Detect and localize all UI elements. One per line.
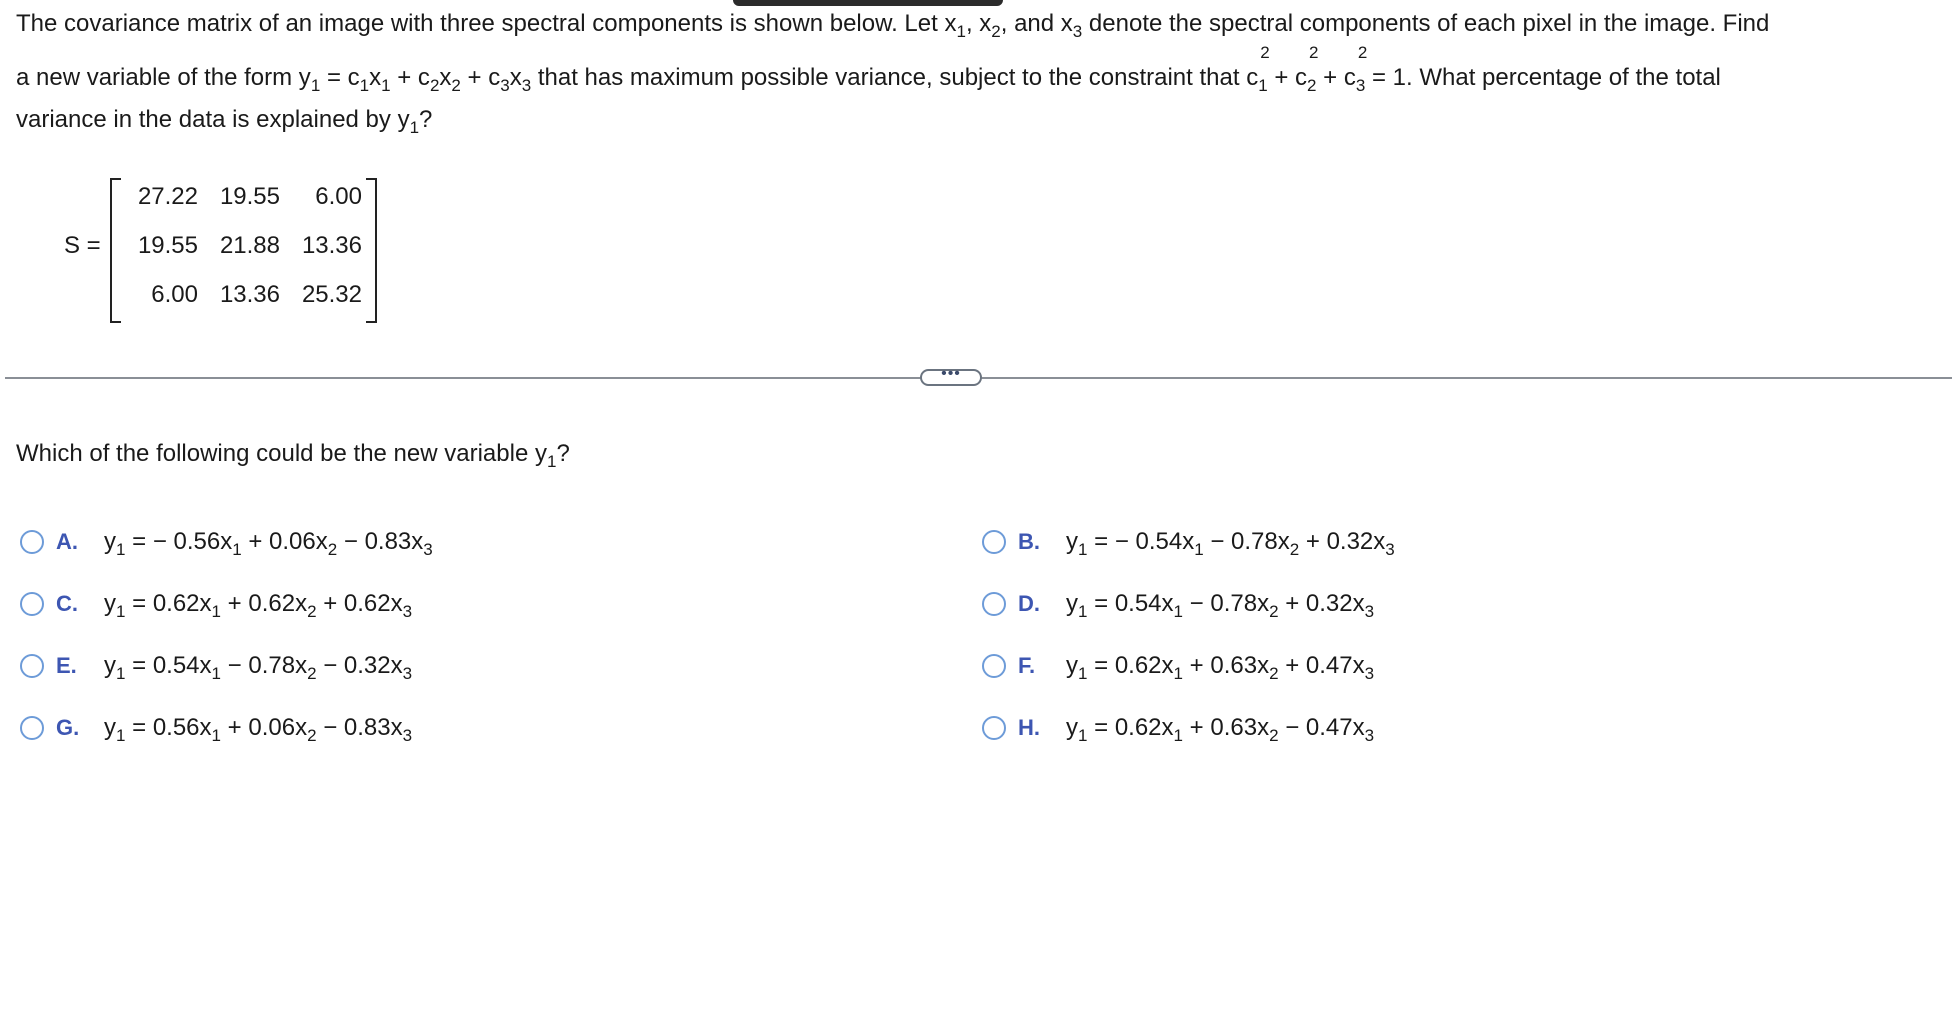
matrix-cell: 6.00 — [315, 183, 362, 210]
c2-sub: 2 — [1307, 76, 1317, 95]
matrix-cell: 13.36 — [301, 232, 362, 259]
q1-sub-1: 1 — [956, 22, 966, 41]
option-letter: B. — [1018, 529, 1040, 554]
matrix-cell: 27.22 — [137, 183, 198, 210]
c1-sup: 2 — [1260, 43, 1270, 62]
option-letter: A. — [56, 529, 78, 554]
c3-sub: 3 — [1355, 76, 1366, 95]
radio-button[interactable] — [982, 654, 1006, 678]
c1-sub: 1 — [1258, 76, 1268, 95]
option-equation: $y_1 = 0.62x_1 + 0.63x_2 + 0.47x_3$ — [1066, 652, 1375, 683]
q2-text-f: + c — [460, 64, 501, 91]
c1-squared — [1258, 43, 1270, 95]
radio-button[interactable] — [982, 592, 1006, 616]
option-letter: G. — [56, 715, 80, 740]
q2-text-j: + c — [1316, 64, 1356, 91]
radio-button[interactable] — [20, 716, 44, 740]
option-equation: $y_1 = 0.56x_1 + 0.06x_2 - 0.83x_3$ — [104, 714, 413, 745]
matrix-cell: 19.55 — [219, 183, 280, 210]
q2-sub-6: 3 — [500, 76, 510, 95]
q1-sub-3: 3 — [1072, 22, 1083, 41]
option-letter: F. — [1018, 653, 1036, 678]
option-equation: $y_1$ = − $0.54x_1 - 0.78x_2 + 0.32x_3$ — [1066, 528, 1395, 559]
prompt-sub: 1 — [546, 452, 557, 471]
q3-text-b: ? — [419, 106, 433, 133]
option-c[interactable] — [20, 587, 412, 621]
q2-text-k: = 1. What percentage of the total — [1365, 64, 1721, 91]
question-line-3 — [16, 106, 433, 137]
matrix-label: S = — [64, 232, 101, 259]
q2-text-h: that has maximum possible variance, subject to the constraint that c — [531, 64, 1259, 91]
option-h[interactable] — [982, 711, 1374, 745]
option-b[interactable] — [982, 525, 1395, 559]
q3-sub-1: 1 — [409, 118, 420, 137]
q2-sub-1: 1 — [310, 76, 321, 95]
radio-button[interactable] — [20, 592, 44, 616]
question-line-1 — [16, 10, 1770, 41]
q1-text-b: , x — [965, 10, 992, 37]
option-g[interactable] — [20, 711, 412, 745]
option-equation: $y_1 = 0.54x_1 - 0.78x_2 + 0.32x_3$ — [1066, 590, 1375, 621]
q2-sub-7: 3 — [521, 76, 532, 95]
option-equation: $y_1 = 0.62x_1 + 0.63x_2 - 0.47x_3$ — [1066, 714, 1375, 745]
prompt-text — [16, 440, 570, 471]
option-a[interactable] — [20, 525, 433, 559]
c2-sup: 2 — [1309, 43, 1319, 62]
c2-squared — [1307, 43, 1319, 95]
matrix-cell: 25.32 — [301, 281, 362, 308]
q2-text-g: x — [509, 64, 522, 91]
top-drag-bar — [733, 0, 1003, 6]
option-letter: H. — [1018, 715, 1040, 740]
option-d[interactable] — [982, 587, 1374, 621]
c3-sup: 2 — [1357, 43, 1368, 62]
prompt-text-b: ? — [556, 440, 570, 467]
q2-sub-3: 1 — [381, 76, 391, 95]
radio-button[interactable] — [20, 654, 44, 678]
q2-text-i: + c — [1267, 64, 1308, 91]
q1-text-d: denote the spectral components of each pixel in the image. Find — [1082, 10, 1770, 37]
c3-squared — [1355, 43, 1368, 95]
option-letter: D. — [1018, 591, 1040, 616]
divider-expand-handle[interactable]: ••• — [920, 369, 982, 386]
option-equation: $y_1$ = − $0.56x_1 + 0.06x_2 - 0.83x_3$ — [104, 528, 433, 559]
q1-sub-2: 2 — [991, 22, 1001, 41]
radio-button[interactable] — [982, 716, 1006, 740]
q2-text-c: x — [369, 64, 382, 91]
q2-sub-5: 2 — [451, 76, 461, 95]
prompt-text-a: Which of the following could be the new variable y — [16, 440, 547, 467]
matrix-right-bracket — [366, 178, 377, 323]
matrix-cell: 13.36 — [219, 281, 280, 308]
matrix-cell: 6.00 — [151, 281, 198, 308]
option-equation: $y_1 = 0.62x_1 + 0.62x_2 + 0.62x_3$ — [104, 590, 413, 621]
q3-text-a: variance in the data is explained by y — [16, 106, 410, 133]
matrix-cell: 21.88 — [219, 232, 280, 259]
option-f[interactable] — [982, 649, 1374, 683]
option-letter: C. — [56, 591, 78, 616]
q2-sub-4: 2 — [429, 76, 440, 95]
q1-text-a: The covariance matrix of an image with three spectral components is shown below. Let x — [16, 10, 957, 37]
matrix-cell: 19.55 — [137, 232, 198, 259]
q2-text-a: a new variable of the form y — [16, 64, 311, 91]
q2-text-d: + c — [390, 64, 430, 91]
matrix-left-bracket — [110, 178, 121, 323]
q1-text-c: , and x — [1000, 10, 1073, 37]
option-e[interactable] — [20, 649, 412, 683]
option-letter: E. — [56, 653, 77, 678]
radio-button[interactable] — [20, 530, 44, 554]
radio-button[interactable] — [982, 530, 1006, 554]
question-line-2 — [16, 43, 1721, 95]
q2-text-e: x — [439, 64, 452, 91]
q2-sub-2: 1 — [359, 76, 370, 95]
option-equation: $y_1 = 0.54x_1 - 0.78x_2 - 0.32x_3$ — [104, 652, 413, 683]
q2-text-b: = c — [320, 64, 360, 91]
